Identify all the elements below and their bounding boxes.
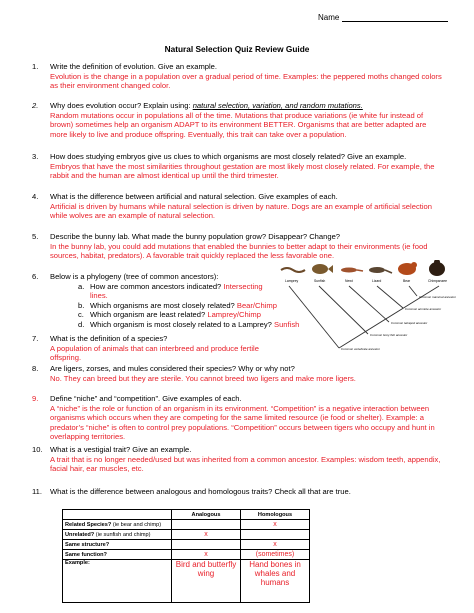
answer-text: A trait that is no longer needed/used but was inherited from a common ancestor. Examples: wisdom teeth, appendix, facial hair, ear muscles, etc. [50,454,441,474]
question-9 [32,394,442,442]
question-number: 2. [32,101,39,110]
question-text: Write the definition of evolution. Give an example. [50,62,218,71]
name-label: Name [318,13,340,22]
newt-icon [341,268,363,273]
table-header: Homologous [241,510,310,520]
question-number: 7. [32,334,39,343]
question-text: How does studying embryos give us clues to which organisms are most closely related? Give an example. [50,152,407,161]
node-label: Common tetrapod ancestor [391,321,428,325]
homologous-cell[interactable] [241,530,310,540]
question-1 [32,62,442,91]
node-label: Common amniote ancestor [405,307,442,311]
analogous-cell[interactable] [172,540,241,550]
homologous-cell[interactable]: Hand bones in whales and humans [241,560,310,603]
answer-text: No. They can breed but they are sterile. You cannot breed two ligers and make more ligers. [50,373,356,383]
question-text-underlined: natural selection, variation, and random mutations. [192,101,363,110]
sub-question-b: b. Which organisms are most closely related? Bear/Chimp [78,300,277,310]
taxon-label: Chimpanzee [428,279,448,283]
table-row [63,530,310,540]
question-text-prefix: Why does evolution occur? Explain using: [50,101,193,110]
node-label: Common mammal ancestor [419,295,456,299]
homologous-cell[interactable]: (sometimes) [241,550,310,560]
comparison-table [62,509,310,603]
node-label: Common bony fish ancestor [370,333,408,337]
table-header-row [63,510,310,520]
question-7 [32,334,272,363]
homologous-cell[interactable]: x [241,520,310,530]
row-label: Same function? [63,550,172,560]
question-text: What is a vestigial trait? Give an example. [50,445,192,454]
taxon-label: Sunfish [314,279,326,283]
question-8 [32,364,442,383]
question-text: What is the difference between artificial and natural selection. Give examples of each. [50,192,338,201]
taxon-label: Newt [345,279,353,283]
question-text: Below is a phylogeny (tree of common ancestors): [50,272,219,281]
row-label: Example: [63,560,172,603]
question-5 [32,232,442,261]
chimpanzee-icon [429,260,445,276]
question-2 [32,101,442,139]
row-label: Same structure? [63,540,172,550]
answer-text: In the bunny lab, you could add mutations that enabled the bunnies to better adapt to their environments (ie food sources, habitat, predators). A favorable trait quickly replaced the less favorable one. [50,241,428,261]
analogous-cell[interactable] [172,520,241,530]
table-header: Analogous [172,510,241,520]
node-label: Common vertebrate ancestor [341,347,380,351]
answer-text: Random mutations occur in populations all of the time. Mutations that produce variations (ie white fur instead of brown) sometimes help an organism ADAPT to its environment BETTER. Organisms that are better adapted are more likely to live and produce offspring. Eventually, this trait can take over a population. [50,110,427,139]
table-row [63,540,310,550]
answer-text: Artificial is driven by humans while natural selection is driven by nature. Dogs are an example of artificial selection while wolves are an example of natural selection. [50,201,432,221]
homologous-cell[interactable]: x [241,540,310,550]
row-label: Unrelated? (ie sunfish and chimp) [63,530,172,540]
question-number: 1. [32,62,39,71]
lamprey-icon [281,268,305,272]
question-text: Describe the bunny lab. What made the bunny population grow? Disappear? Change? [50,232,341,241]
taxon-label: Lizard [372,279,382,283]
analogous-cell[interactable]: x [172,530,241,540]
question-number: 10. [32,445,43,454]
answer-text: Sunfish [274,319,300,329]
answer-text: A “niche” is the role or function of an organism in its environment. “Competition” is a negative interaction between organisms which occurs when they are competing for the same limited resource (ie food or shelter). Example: a predator’s “niche” is often to control prey populations. “Competition” occurs between tigers who occupy and hunt in overlapping territories. [50,403,435,442]
question-number: 8. [32,364,39,373]
sub-question-d: d. Which organism is most closely related to a Lamprey? Sunfish [78,319,300,329]
phylogeny-diagram [277,260,457,355]
phylogeny-branches [289,286,439,348]
question-4 [32,192,442,221]
question-number: 6. [32,272,39,281]
question-text: What is the difference between analogous and homologous traits? Check all that are true. [50,487,351,496]
question-6 [32,272,300,330]
lizard-icon [369,267,392,273]
table-row [63,520,310,530]
analogous-cell[interactable]: x [172,550,241,560]
question-number: 3. [32,152,39,161]
taxon-label: Lamprey [285,279,299,283]
taxon-label: Bear [403,279,411,283]
name-underline [342,13,448,22]
answer-text: A population of animals that can interbreed and produce fertile offspring. [50,343,259,363]
answer-text: Intersecting lines. [90,281,263,301]
question-text: Are ligers, zorses, and mules considered their species? Why or why not? [50,364,295,373]
question-number: 11. [32,487,42,496]
name-field[interactable] [318,13,448,22]
table-row [63,560,310,603]
question-10 [32,445,442,474]
sub-question-c: c. Which organism are least related? Lamprey/Chimp [78,310,261,320]
question-number: 5. [32,232,39,241]
answer-text: Evolution is the change in a population over a gradual period of time. Examples: the peppered moths changed colors as their environment changed color. [50,71,442,91]
sub-question-a: a. How are common ancestors indicated? Intersecting lines. [78,281,263,301]
table-row [63,550,310,560]
question-text: What is the definition of a species? [50,334,168,343]
question-number: 4. [32,192,39,201]
sunfish-icon [312,264,333,274]
question-number: 9. [32,394,39,403]
bear-icon [398,262,417,275]
answer-text: Embryos that have the most similarities throughout gestation are most likely most closely related. For example, the rabbit and the human are almost identical up until the third trimester. [50,161,435,181]
question-text [50,101,442,111]
answer-text: Bear/Chimp [236,300,277,310]
answer-text: Lamprey/Chimp [207,310,261,320]
table-header [63,510,172,520]
question-3 [32,152,442,181]
analogous-cell[interactable]: Bird and butterfly wing [172,560,241,603]
page-title: Natural Selection Quiz Review Guide [164,44,310,54]
question-11 [32,487,442,497]
row-label: Related Species? (ie bear and chimp) [63,520,172,530]
question-text: Define “niche” and “competition”. Give examples of each. [50,394,242,403]
